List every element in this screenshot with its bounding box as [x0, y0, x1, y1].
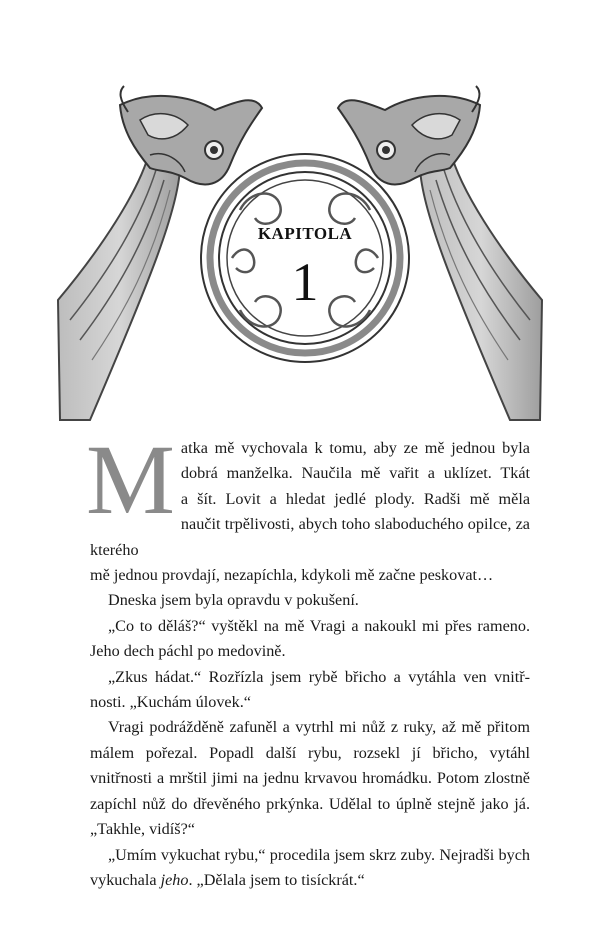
- body-text: [86, 424, 530, 893]
- paragraph-6: [90, 843, 530, 894]
- chapter-number: 1: [291, 252, 319, 312]
- paragraph-2: Dneska jsem byla opravdu v pokušení.: [108, 591, 359, 610]
- text-line: atka mě vychovala k tomu, aby ze mě jednou byla: [180, 439, 530, 457]
- paragraph-6-start: „Umím vykuchat rybu,“ procedila jsem skrz zuby. Nejradši bych vykuchala: [90, 845, 530, 889]
- chapter-ornament: [0, 0, 600, 440]
- text-line: mě jednou provdají, nezapíchla, kdykoli mě začne peskovat…: [90, 566, 494, 585]
- paragraph-5: Vragi podrážděně zafuněl a vytrhl mi nůž z ruky, až mě přitom málem pořezal. Popadl další rybu, rozsekl jí břicho, vytáhl vnitřnosti a mrštil jimi na jednu krvavou hromádku. Potom zlostně zapíchl nůž do dřevěného prkýnka. Udělal to úplně stejně jako já. „Takhle, vidíš?“: [90, 718, 530, 839]
- paragraph-1: [86, 424, 530, 588]
- paragraph-3: „Co to děláš?“ vyštěkl na mě Vragi a nakoukl mi přes rameno. Jeho dech páchl po medovině.: [90, 616, 530, 661]
- text-line: dobrá manželka. Naučila mě vařit a uklízet. Tkát: [180, 464, 530, 483]
- chapter-label: KAPITOLA: [257, 224, 353, 243]
- paragraph-4: „Zkus hádat.“ Rozřízla jsem rybě břicho a vytáhla ven vnitřnosti. „Kuchám úlovek.“: [90, 667, 530, 712]
- text-line: naučit trpělivosti, abych toho slaboduchého opilce, za kterého: [90, 515, 530, 559]
- paragraph-6-end: . „Dělala jsem to tisíckrát.“: [188, 870, 365, 889]
- drop-cap: M: [86, 424, 175, 535]
- text-line: a šít. Lovit a hledat jedlé plody. Radši mě měla: [180, 489, 530, 508]
- emphasis-text: jeho: [160, 870, 189, 889]
